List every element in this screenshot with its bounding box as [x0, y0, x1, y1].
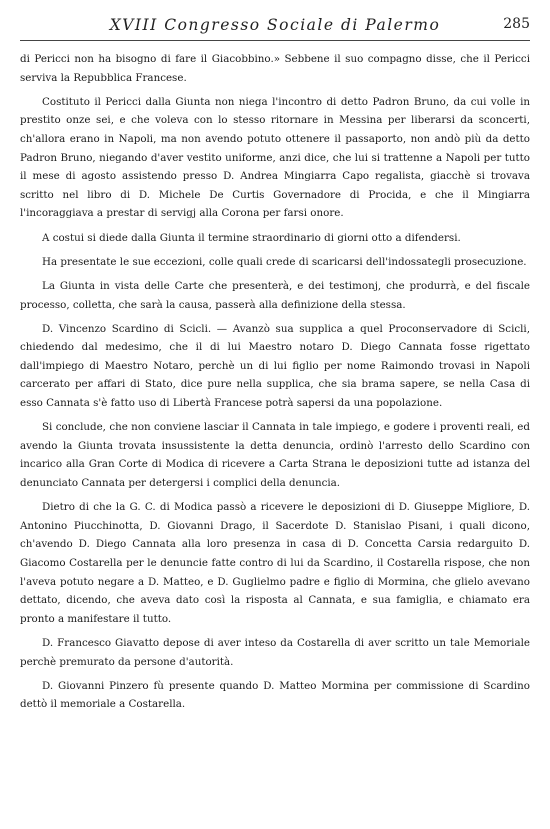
paragraph-1: di Pericci non ha bisogno di fare il Giacobbino.» Sebbene il suo compagno disse, che il Pericci serviva la Repubblica Francese.	[20, 53, 530, 84]
body-text	[20, 50, 530, 714]
document-page	[20, 6, 530, 714]
paragraph-10: D. Giovanni Pinzero fù presente quando D. Matteo Mormina per commissione di Scardino dettò il memoriale a Costarella.	[20, 679, 530, 711]
paragraph-3: A costui si diede dalla Giunta il termine straordinario di giorni otto a difendersi.	[42, 231, 461, 244]
paragraph-7: Si conclude, che non conviene lasciar il Cannata in tale impiego, e godere i proventi reali, ed avendo la Giunta trovata insussistente la detta denuncia, ordinò l'arresto dello Scardino con incarico alla Gran Corte di Modica di ricevere a Carta Strana le deposizioni tutte ad istanza del denunciato Cannata per detergersi i complici della denuncia.	[20, 421, 530, 490]
paragraph-9: D. Francesco Giavatto depose di aver inteso da Costarella di aver scritto un tale Memoriale perchè premurato da persone d'autorità.	[20, 636, 530, 668]
paragraph-2: Costituto il Pericci dalla Giunta non niega l'incontro di detto Padron Bruno, da cui volle in prestito onze sei, e che voleva con lo stesso ritornare in Messina per liberarsi da sconcerti, ch'allora erano in Napoli, ma non avendo potuto ottenere il passaporto, non andò più da detto Padron Bruno, niegando d'aver vestito uniforme, anzi dice, che lui si trattenne a Napoli per tutto il mese di agosto assistendo presso D. Andrea Mingiarra Capo regalista, giacchè si trovava scritto nel libro di D. Michele De Curtis Governadore di Procida, e che il Mingiarra l'incoraggiava a prestar di servigj alla Corona per farsi onore.	[20, 95, 530, 220]
paragraph-5: La Giunta in vista delle Carte che presenterà, e dei testimonj, che produrrà, e del fiscale processo, colletta, che sarà la causa, passerà alla definizione della stessa.	[20, 279, 530, 311]
paragraph-8: Dietro di che la G. C. di Modica passò a ricevere le deposizioni di D. Giuseppe Migliore, D. Antonino Piucchinotta, D. Giovanni Drago, il Sacerdote D. Stanislao Pisani, i quali dicono, ch'avendo D. Diego Cannata alla loro presenza in casa di D. Concetta Carsia redarguito D. Giacomo Costarella per le denuncie fatte contro di lui da Scardino, il Costarella rispose, che non l'aveva potuto negare a D. Matteo, e D. Guglielmo padre e figlio di Mormina, che glielo avevano dettato, dicendo, che aveva dato così la risposta al Cannata, e sua famiglia, e chiamato era pronto a manifestare il tutto.	[20, 501, 530, 625]
paragraph-6: D. Vincenzo Scardino di Scicli. — Avanzò sua supplica a quel Proconservadore di Scicli, chiedendo dal medesimo, che il di lui Maestro notaro D. Diego Cannata fosse rigettato dall'impiego di Maestro Notaro, perchè un di lui figlio per nome Raimondo trovasi in Napoli carcerato per affari di Stato, dice pure nella supplica, che sia brama sapere, se nella Casa di esso Cannata s'è fatto uso di Libertà Francese potrà sapersi da una popolazione.	[20, 322, 530, 410]
running-title: XVIII Congresso Sociale di Palermo	[109, 16, 441, 34]
page-number: 285	[503, 16, 530, 32]
running-header	[20, 6, 530, 41]
paragraph-4: Ha presentate le sue eccezioni, colle quali crede di scaricarsi dell'indossategli prosecuzione.	[42, 255, 527, 268]
